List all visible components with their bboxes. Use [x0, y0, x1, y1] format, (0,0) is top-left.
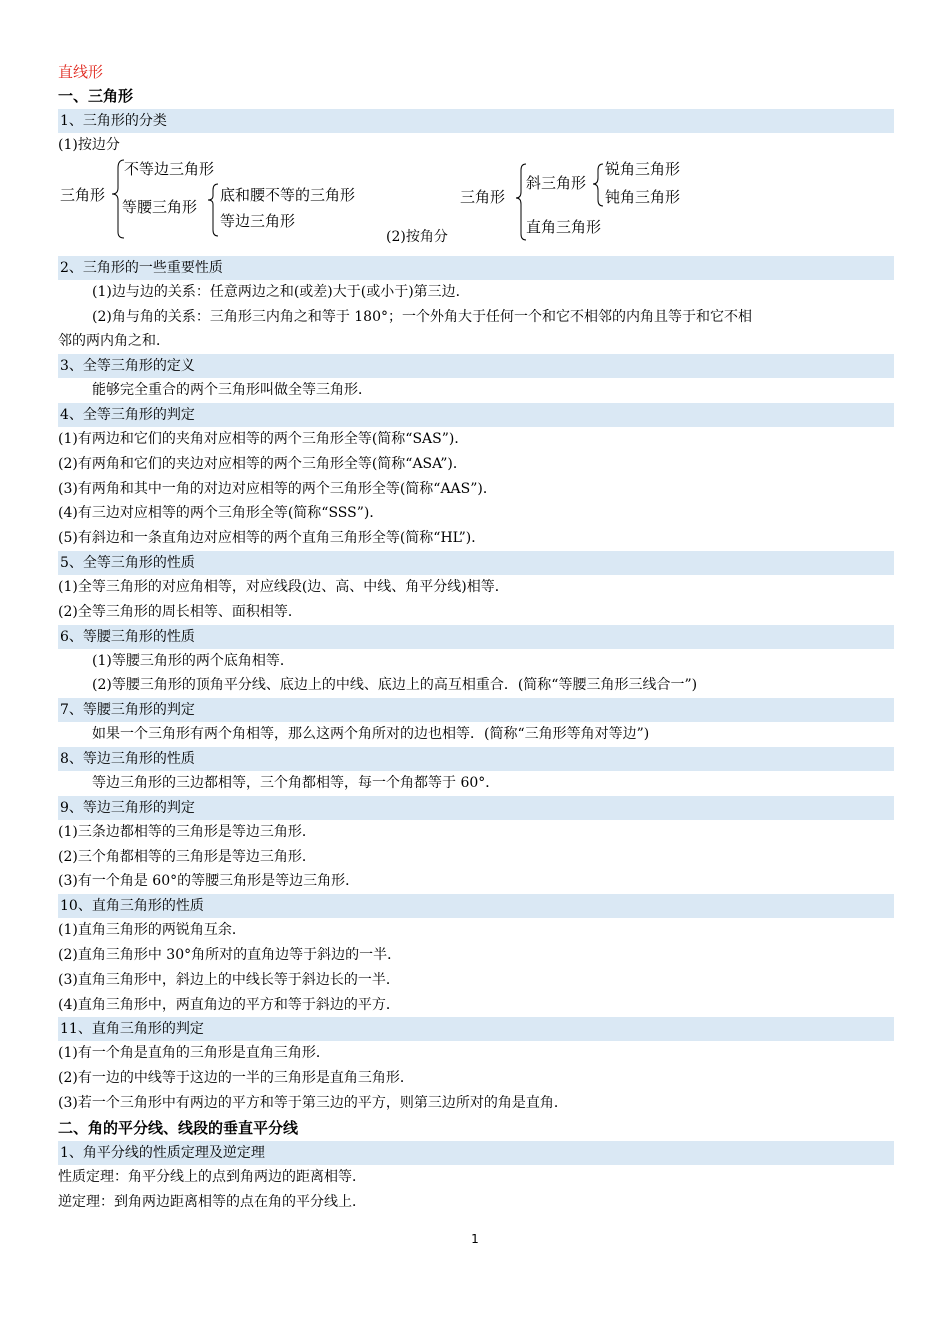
list-item: (1)有一个角是直角的三角形是直角三角形．: [58, 1045, 330, 1062]
list-item: (4)直角三角形中，两直角边的平方和等于斜边的平方．: [58, 996, 400, 1013]
paragraph: 逆定理：到角两边距离相等的点在角的平分线上．: [58, 1193, 366, 1210]
list-item: (2)有两角和它们的夹边对应相等的两个三角形全等(简称“ASA”)．: [58, 455, 467, 472]
section-heading-bisectors: 二、角的平分线、线段的垂直平分线: [58, 1118, 299, 1137]
subheading-right-properties: 10、直角三角形的性质: [58, 894, 894, 918]
paragraph: (1)边与边的关系：任意两边之和(或差)大于(或小于)第三边．: [92, 283, 470, 300]
subheading-angle-bisector: 1、角平分线的性质定理及逆定理: [58, 1141, 894, 1165]
list-item: (2)有一边的中线等于这边的一半的三角形是直角三角形．: [58, 1070, 414, 1087]
list-item: (2)全等三角形的周长相等、面积相等．: [58, 603, 302, 620]
subheading-equilateral-criteria: 9、等边三角形的判定: [58, 796, 894, 820]
iso-sub1-label: 底和腰不等的三角形: [220, 185, 356, 204]
paragraph: 性质定理：角平分线上的点到角两边的距离相等．: [58, 1168, 366, 1185]
list-item: (1)有两边和它们的夹角对应相等的两个三角形全等(简称“SAS”)．: [58, 430, 469, 447]
list-item: (2)直角三角形中 30°角所对的直角边等于斜边的一半．: [58, 946, 402, 963]
paragraph: (2)角与角的关系：三角形三内角之和等于 180°；一个外角大于任何一个和它不相邻的内角且等于和它不相: [92, 308, 753, 325]
subheading-congruent-definition: 3、全等三角形的定义: [58, 354, 894, 378]
paragraph: 能够完全重合的两个三角形叫做全等三角形．: [92, 382, 372, 399]
iso-sub2-label: 等边三角形: [220, 211, 296, 230]
isosceles-label: 等腰三角形: [122, 197, 198, 216]
list-item: (1)全等三角形的对应角相等，对应线段(边、高、中线、角平分线)相等．: [58, 578, 509, 595]
brace-right-1: [516, 164, 526, 240]
subheading-congruent-properties: 5、全等三角形的性质: [58, 551, 894, 575]
subheading-equilateral-properties: 8、等边三角形的性质: [58, 747, 894, 771]
brace-right-2: [593, 164, 603, 206]
list-item: (1)三条边都相等的三角形是等边三角形．: [58, 823, 316, 840]
list-item: (2)三个角都相等的三角形是等边三角形．: [58, 848, 316, 865]
subheading-isosceles-properties: 6、等腰三角形的性质: [58, 625, 894, 649]
paragraph: 等边三角形的三边都相等，三个角都相等，每一个角都等于 60°．: [92, 774, 500, 791]
scalene-label: 不等边三角形: [124, 159, 215, 178]
side-root-label: 三角形: [60, 185, 106, 204]
subheading-right-criteria: 11、直角三角形的判定: [58, 1017, 894, 1041]
list-item: (5)有斜边和一条直角边对应相等的两个直角三角形全等(简称“HL”)．: [58, 530, 486, 547]
brace-left-2: [208, 184, 218, 236]
list-item: (3)若一个三角形中有两边的平方和等于第三边的平方，则第三边所对的角是直角．: [58, 1094, 568, 1111]
classification-diagram: [58, 158, 894, 246]
list-item: (3)有一个角是 60°的等腰三角形是等边三角形．: [58, 873, 360, 890]
subheading-isosceles-criteria: 7、等腰三角形的判定: [58, 698, 894, 722]
by-angle-label: (2)按角分: [386, 228, 448, 245]
list-item: (3)有两角和其中一角的对边对应相等的两个三角形全等(简称“AAS”)．: [58, 480, 497, 497]
subheading-properties: 2、三角形的一些重要性质: [58, 256, 894, 280]
list-item: (4)有三边对应相等的两个三角形全等(简称“SSS”)．: [58, 505, 384, 522]
by-side-label: (1)按边分: [58, 137, 120, 153]
angle-root-label: 三角形: [460, 187, 506, 206]
paragraph: 邻的两内角之和．: [58, 333, 170, 350]
list-item: (3)直角三角形中，斜边上的中线长等于斜边长的一半．: [58, 971, 400, 988]
list-item: (1)直角三角形的两锐角互余．: [58, 922, 246, 939]
right-label: 直角三角形: [526, 217, 602, 236]
paragraph: 如果一个三角形有两个角相等，那么这两个角所对的边也相等．(简称“三角形等角对等边”): [92, 726, 650, 743]
list-item: (2)等腰三角形的顶角平分线、底边上的中线、底边上的高互相重合．(简称“等腰三角形三线合一”): [92, 677, 698, 694]
subheading-congruent-criteria: 4、全等三角形的判定: [58, 403, 894, 427]
obtuse-label: 钝角三角形: [605, 187, 681, 206]
acute-label: 锐角三角形: [605, 159, 681, 178]
oblique-label: 斜三角形: [526, 173, 587, 192]
subheading-classification: 1、三角形的分类: [58, 109, 894, 133]
document-page: [58, 60, 894, 1214]
page-number: 1: [471, 1232, 479, 1246]
list-item: (1)等腰三角形的两个底角相等．: [92, 652, 294, 669]
chapter-title: 直线形: [58, 63, 104, 81]
section-heading-triangles: 一、三角形: [58, 87, 134, 105]
